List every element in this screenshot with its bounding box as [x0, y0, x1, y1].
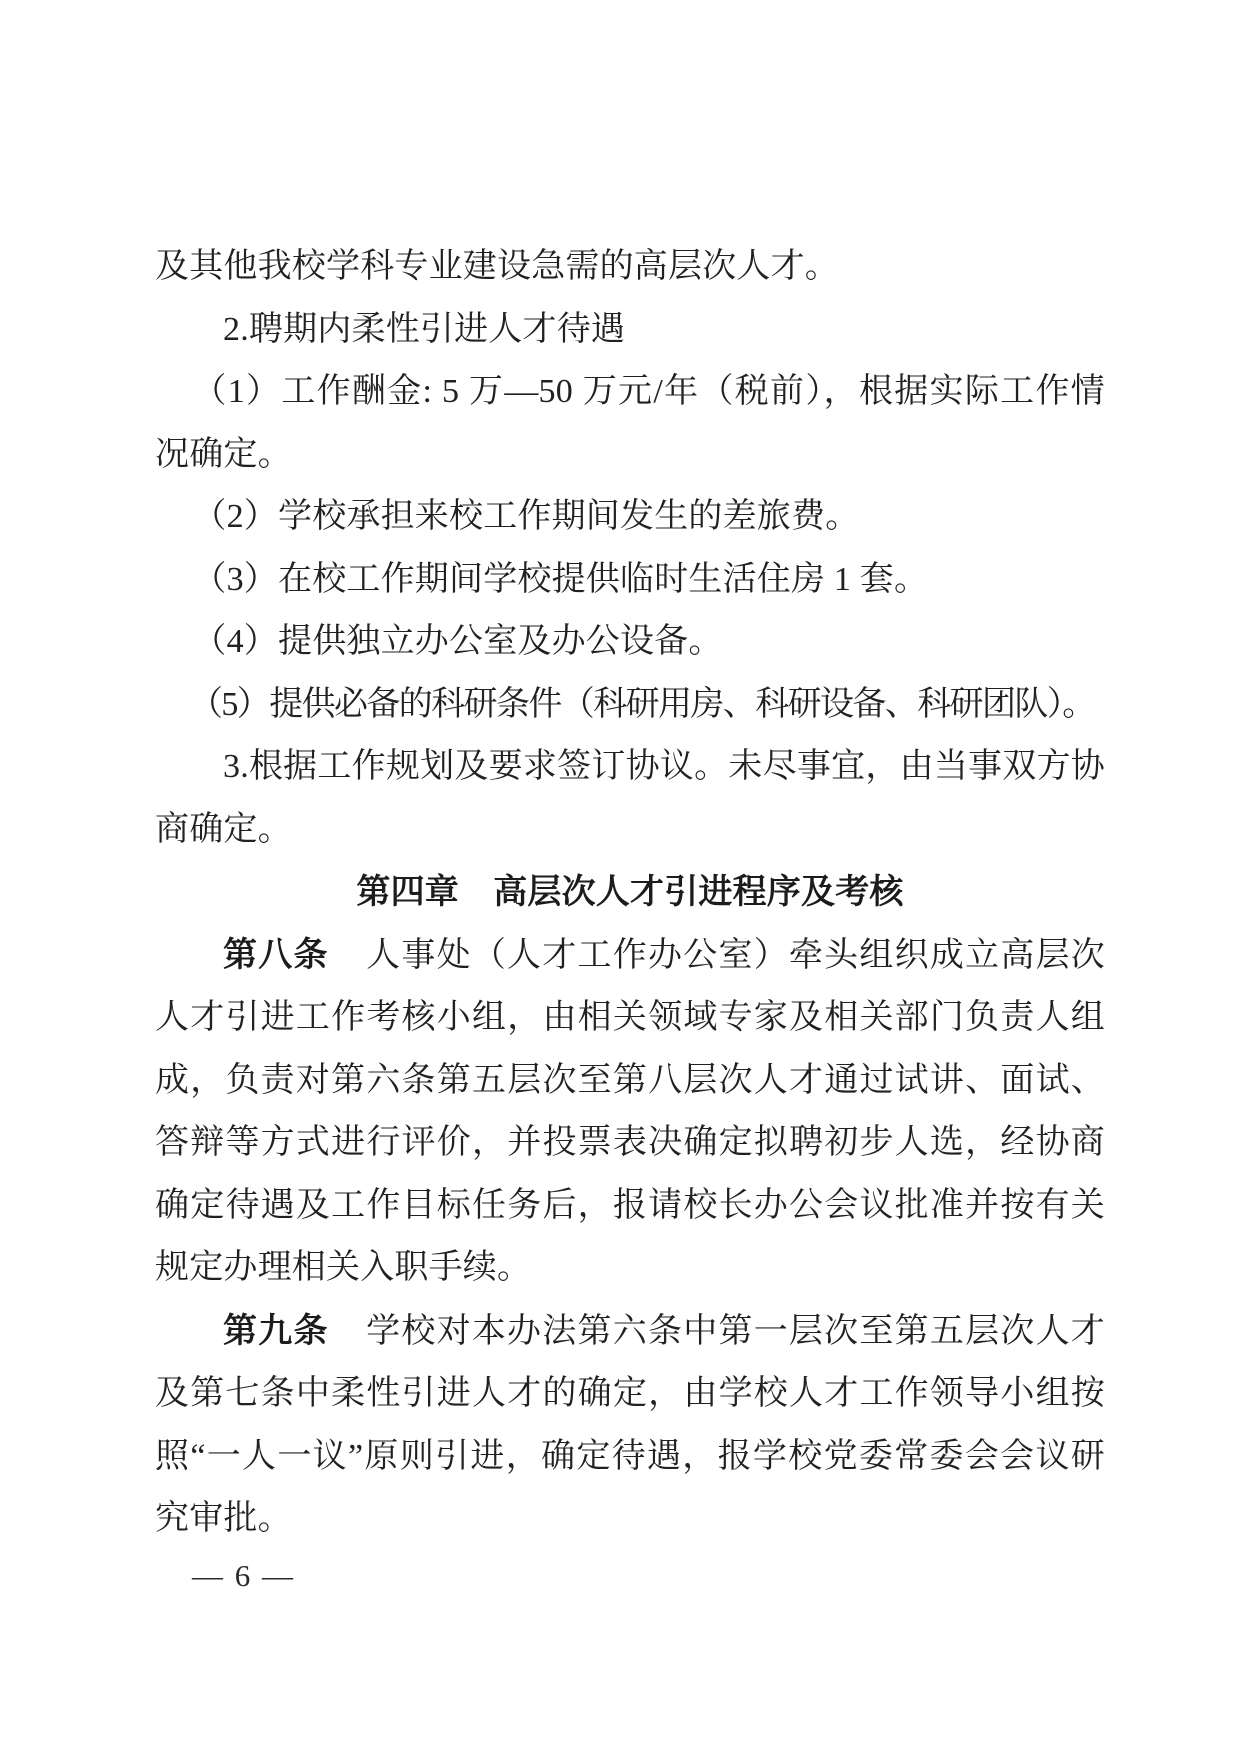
paragraph-subitem-5: （5）提供必备的科研条件（科研用房、科研设备、科研团队）。 [189, 685, 1095, 723]
paragraph-subitem-4: （4）提供独立办公室及办公设备。 [192, 623, 723, 660]
paragraph-subitem-3: （3）在校工作期间学校提供临时生活住房 1 套。 [192, 560, 929, 598]
article-8-label: 第八条 [223, 934, 329, 975]
article-8-paragraph [155, 924, 1105, 1300]
paragraph-item-3: 3.根据工作规划及要求签订协议。未尽事宜，由当事双方协商确定。 [155, 748, 1105, 848]
article-9-paragraph [155, 1300, 1105, 1551]
article-8-text: 人事处（人才工作办公室）牵头组织成立高层次人才引进工作考核小组，由相关领域专家及相关部门负责人组成，负责对第六条第五层次至第八层次人才通过试讲、面试、答辩等方式进行评价，并投票表决确定拟聘初步人选，经协商确定待遇及工作目标任务后，报请校长办公会议批准并按有关规定办理相关入职手续。 [155, 936, 1106, 1286]
paragraph-item-2: 2.聘期内柔性引进人才待遇 [223, 310, 626, 348]
paragraph-subitem-1: （1）工作酬金: 5 万—50 万元/年（税前），根据实际工作情况确定。 [155, 373, 1105, 473]
page-footer [192, 1558, 295, 1594]
paragraph-continuation: 及其他我校学科专业建设急需的高层次人才。 [155, 248, 839, 285]
paragraph-subitem-2: （2）学校承担来校工作期间发生的差旅费。 [192, 498, 860, 535]
chapter-heading: 第四章 高层次人才引进程序及考核 [356, 872, 904, 912]
document-content [155, 236, 1105, 1551]
page-number: — 6 — [192, 1558, 295, 1593]
article-9-text: 学校对本办法第六条中第一层次至第五层次人才及第七条中柔性引进人才的确定，由学校人才工作领导小组按照“一人一议”原则引进，确定待遇，报学校党委常委会会议研究审批。 [155, 1312, 1106, 1537]
article-9-label: 第九条 [223, 1310, 329, 1351]
